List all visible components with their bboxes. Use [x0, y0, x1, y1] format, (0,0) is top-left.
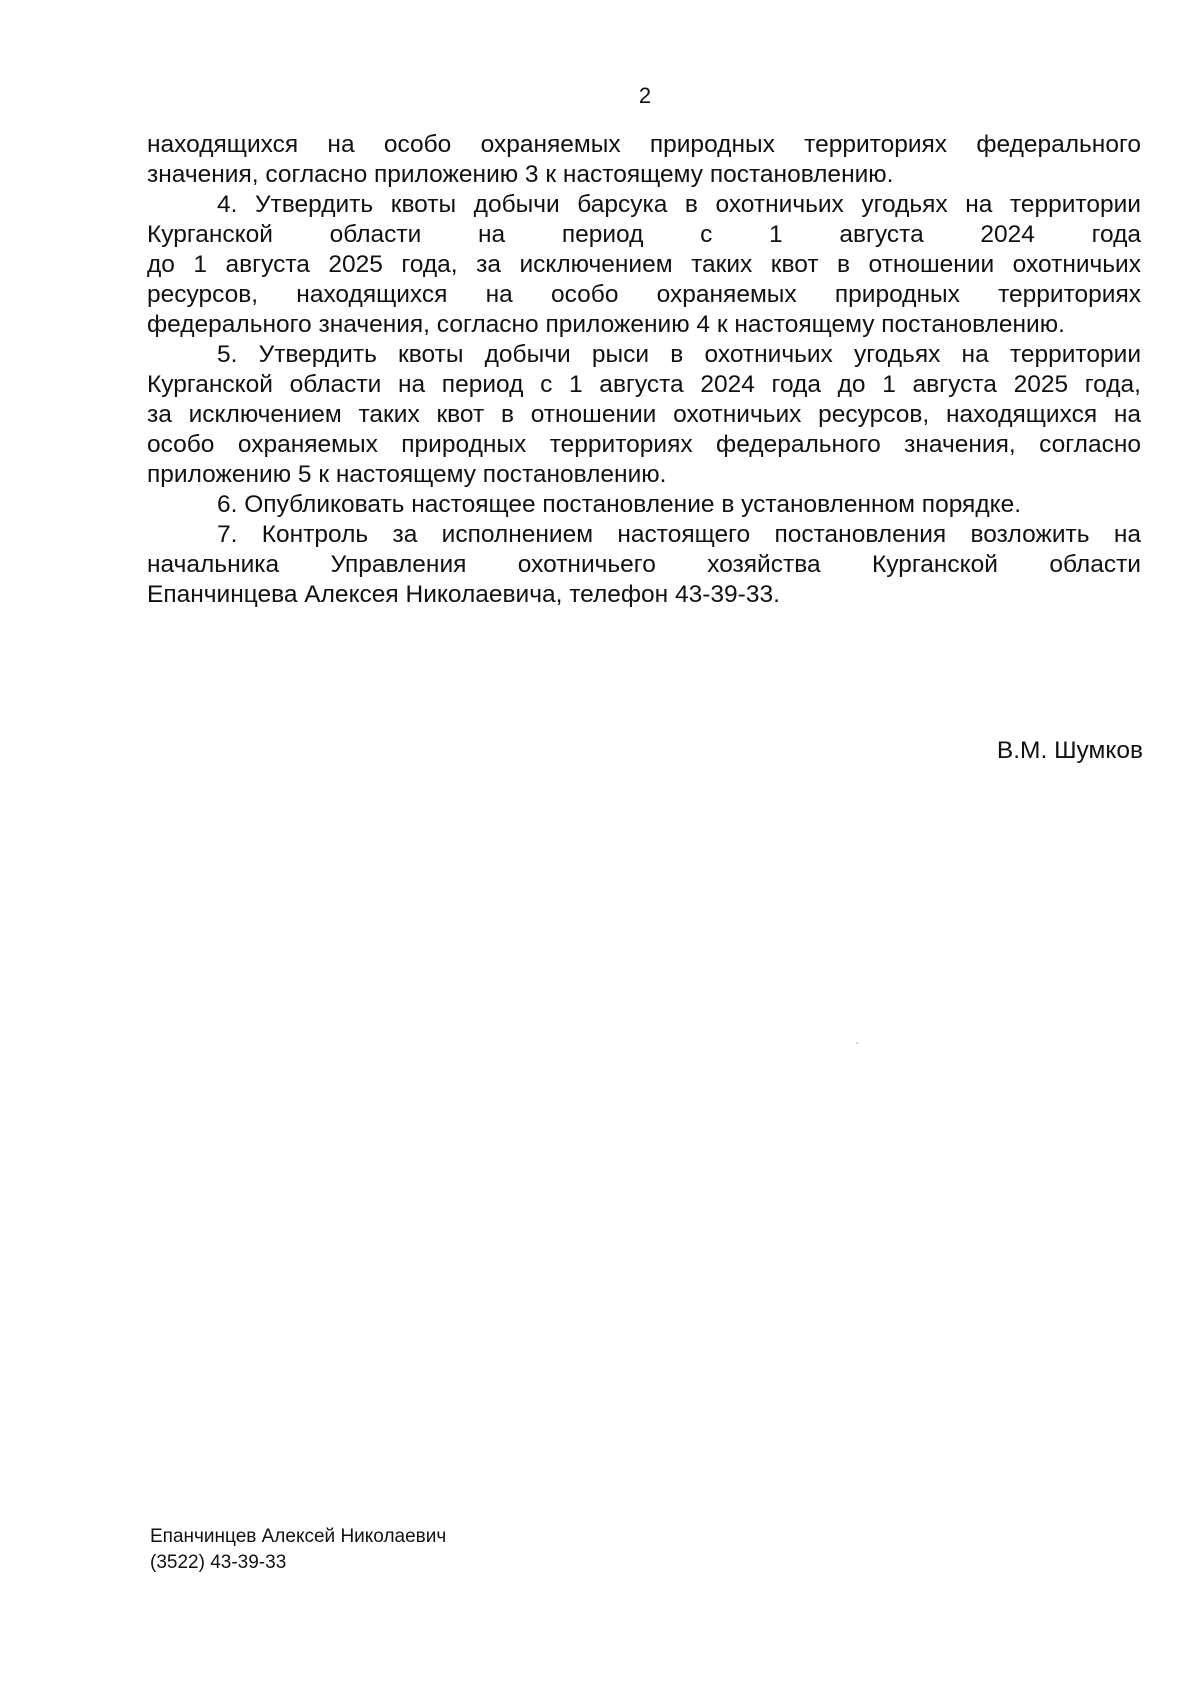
text-line: 7. Контроль за исполнением настоящего постановления возложить на	[217, 521, 1141, 548]
contact-name: Епанчинцев Алексей Николаевич	[150, 1526, 447, 1547]
text-line: федерального значения, согласно приложению 4 к настоящему постановлению.	[147, 311, 1065, 338]
signature-name: В.М. Шумков	[996, 737, 1143, 764]
footer-contact	[150, 1524, 446, 1576]
text-line: 6. Опубликовать настоящее постановление в установленном порядке.	[217, 491, 1022, 518]
contact-phone: (3522) 43-39-33	[150, 1552, 287, 1573]
paragraph-item-6	[147, 490, 1141, 520]
paragraph-item-4	[147, 190, 1141, 340]
paragraph-item-7	[147, 520, 1141, 610]
document-body	[147, 130, 1141, 610]
text-line: 4. Утвердить квоты добычи барсука в охотничьих угодьях на территории	[217, 191, 1141, 218]
page-number: 2	[638, 83, 652, 108]
text-line: начальника Управления охотничьего хозяйства Курганской области	[147, 551, 1141, 578]
text-line: Епанчинцева Алексея Николаевича, телефон 43-39-33.	[147, 581, 780, 608]
text-line: Курганской области на период с 1 августа 2024 года	[147, 221, 1141, 248]
text-line: ресурсов, находящихся на особо охраняемых природных территориях	[147, 281, 1141, 308]
scan-speck	[856, 1042, 858, 1044]
text-line: особо охраняемых природных территориях федерального значения, согласно	[147, 431, 1141, 458]
text-line: до 1 августа 2025 года, за исключением таких квот в отношении охотничьих	[147, 251, 1141, 278]
text-line: приложению 5 к настоящему постановлению.	[147, 461, 667, 488]
paragraph-item-5	[147, 340, 1141, 490]
text-line: значения, согласно приложению 3 к настоящему постановлению.	[147, 161, 894, 188]
text-line: Курганской области на период с 1 августа 2024 года до 1 августа 2025 года,	[147, 371, 1141, 398]
text-line: 5. Утвердить квоты добычи рыси в охотничьих угодьях на территории	[217, 341, 1141, 368]
text-line: находящихся на особо охраняемых природных территориях федерального	[147, 131, 1141, 158]
text-line: за исключением таких квот в отношении охотничьих ресурсов, находящихся на	[147, 401, 1141, 428]
paragraph-continuation	[147, 130, 1141, 190]
